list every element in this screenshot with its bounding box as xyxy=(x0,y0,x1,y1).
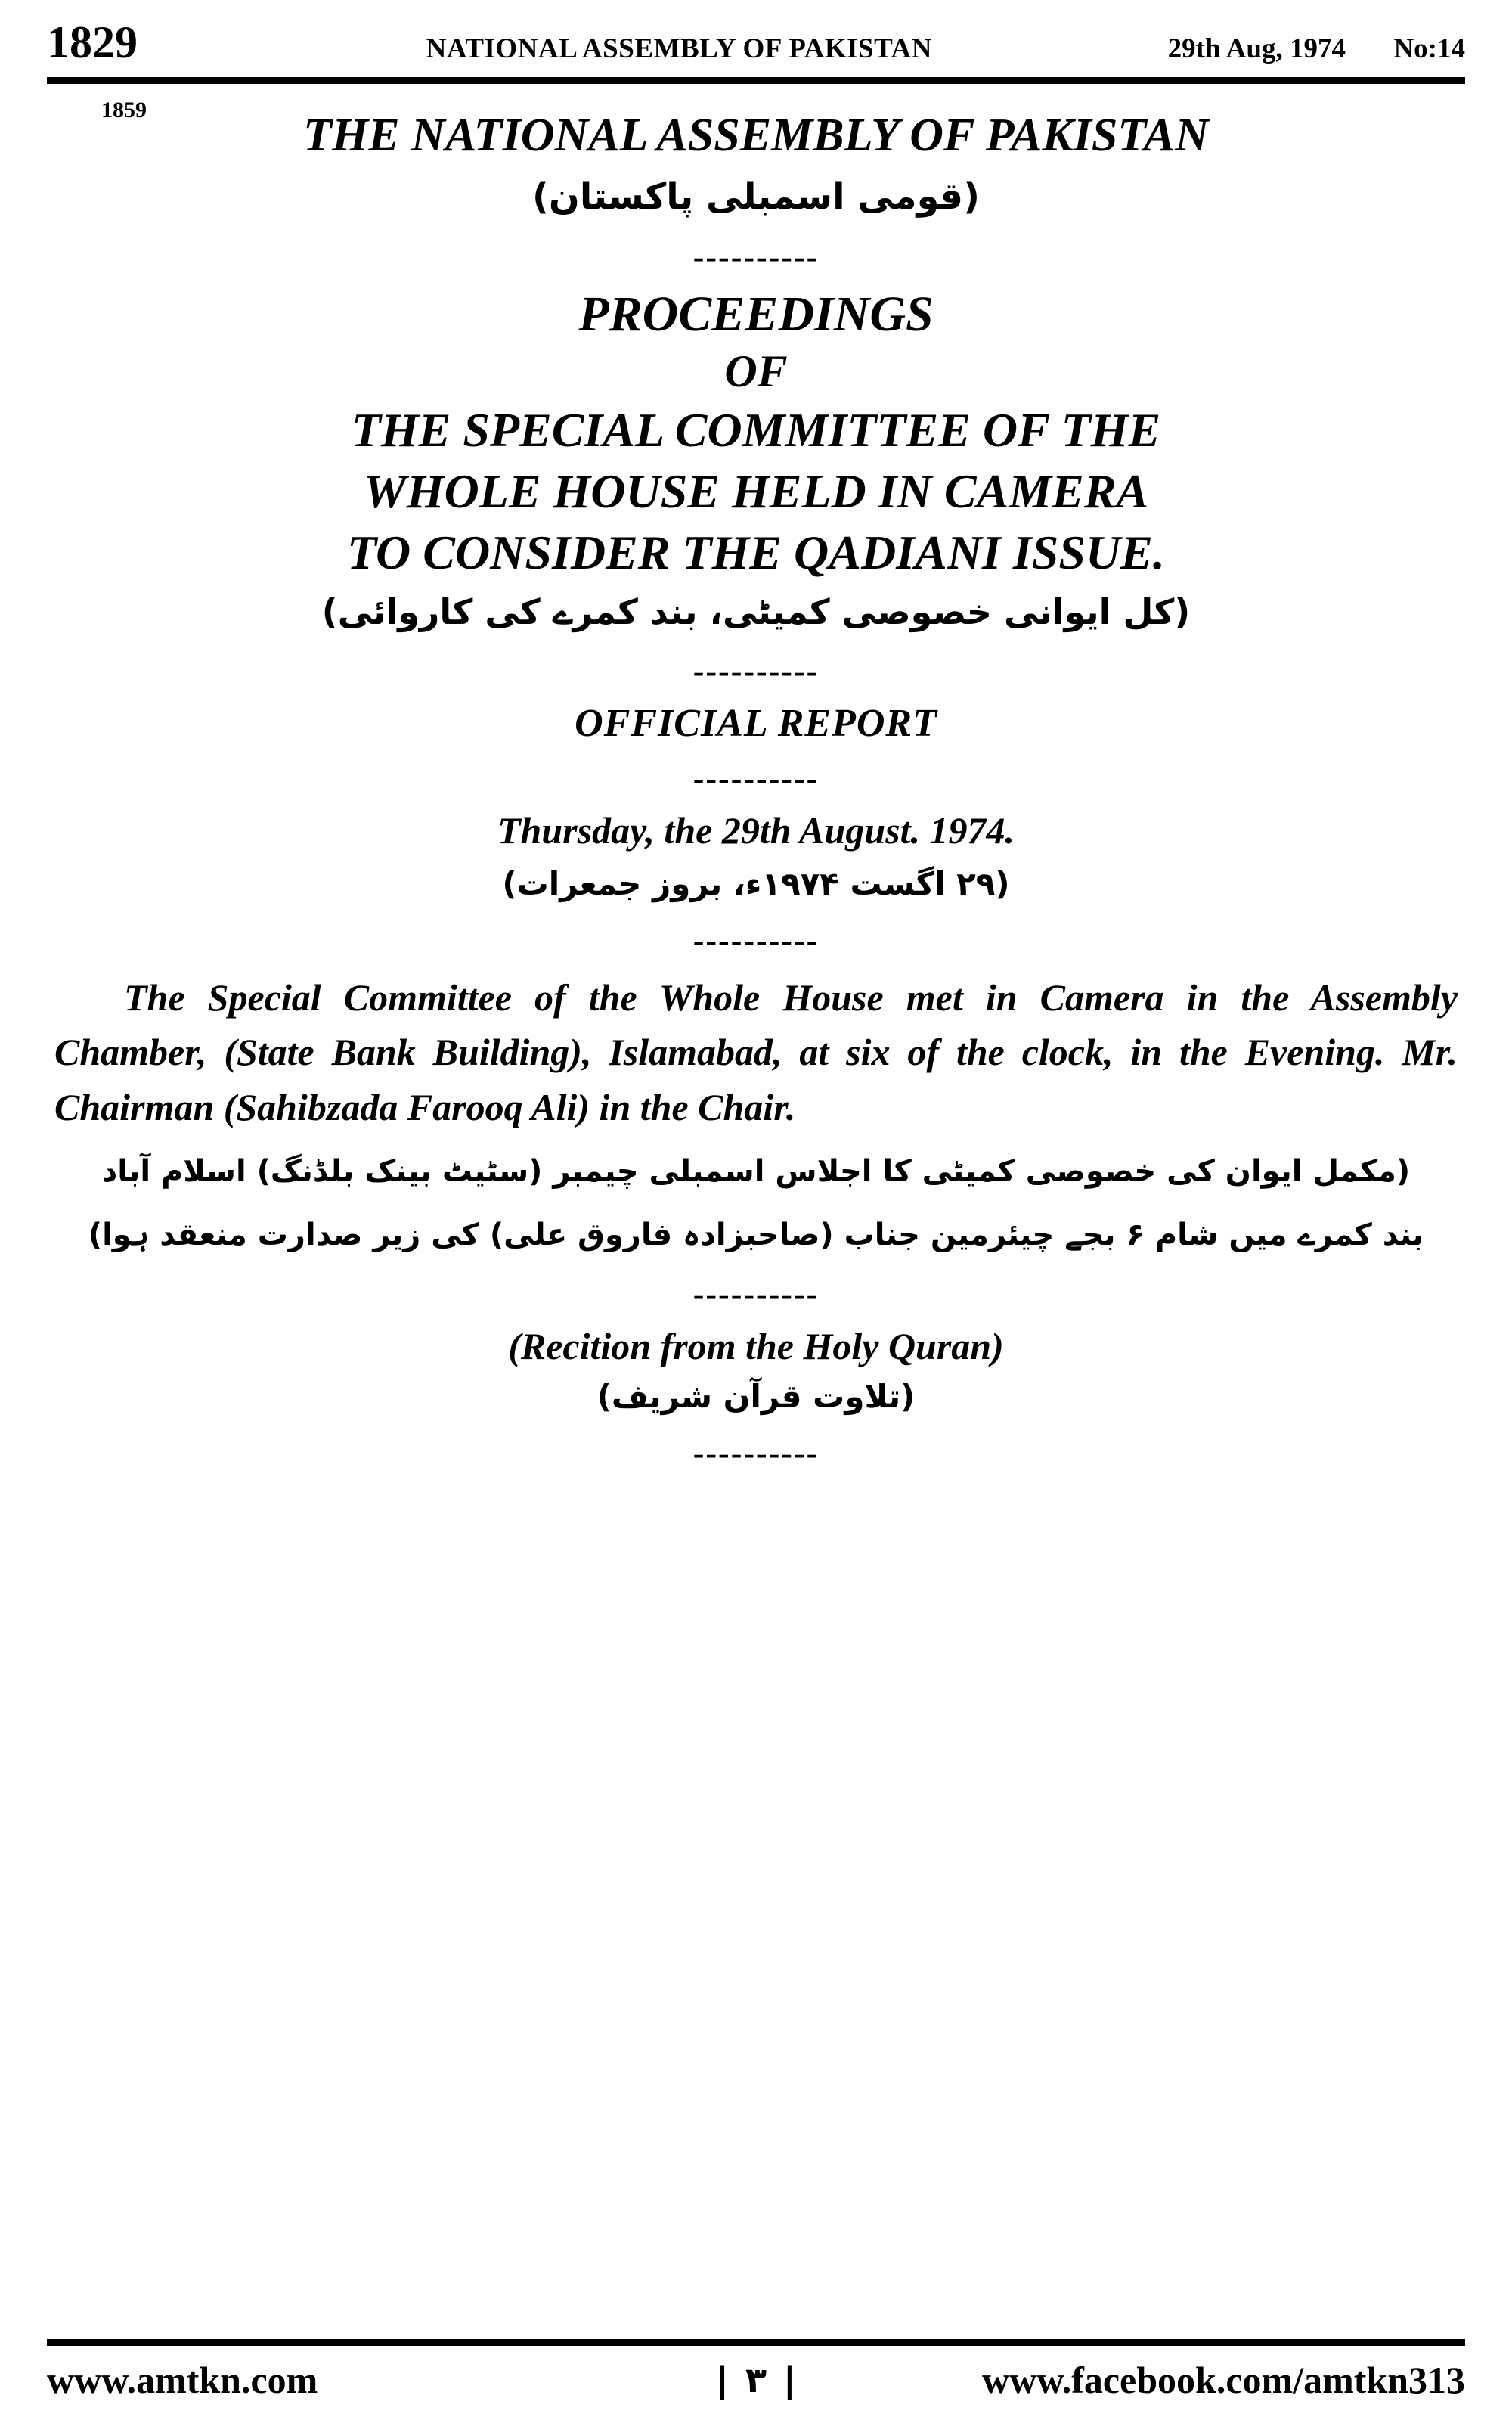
committee-title-line-3: TO CONSIDER THE QADIANI ISSUE. xyxy=(347,525,1165,579)
footer-divider xyxy=(47,2339,1465,2346)
session-date-english: Thursday, the 29th August. 1974. xyxy=(497,808,1015,852)
recitation-urdu: (تلاوت قرآن شریف) xyxy=(596,1378,916,1416)
session-date-urdu: (۲۹ اگست ۱۹۷۴ء، بروز جمعرات) xyxy=(502,864,1010,902)
footer-website-link[interactable]: www.amtkn.com xyxy=(47,2359,318,2401)
committee-title-urdu: (کل ایوانی خصوصی کمیٹی، بند کمرے کی کاروائی) xyxy=(321,591,1191,632)
separator-2: ---------- xyxy=(692,652,820,690)
footer-divider-right: | xyxy=(783,2360,796,2400)
session-paragraph-urdu-line-1: (مکمل ایوان کی خصوصی کمیٹی کا اجلاس اسمبلی چیمبر (سٹیٹ بینک بلڈنگ) اسلام آباد xyxy=(101,1154,1411,1190)
session-paragraph-english: The Special Committee of the Whole House met in Camera in the Assembly Chamber, (State Bank Building), Islamabad, at six of the clock, in the Evening. Mr. Chairman (Sahibzada Farooq Ali) in the Chair. xyxy=(54,976,1458,1128)
recitation-english: (Recition from the Holy Quran) xyxy=(508,1325,1004,1368)
separator-4: ---------- xyxy=(692,921,820,959)
main-title-english: THE NATIONAL ASSEMBLY OF PAKISTAN xyxy=(303,110,1209,161)
document-body xyxy=(47,84,1465,1472)
marginal-number: 1859 xyxy=(101,98,147,123)
header-divider xyxy=(47,77,1465,84)
official-report-heading: OFFICIAL REPORT xyxy=(575,701,937,745)
proceedings-heading: PROCEEDINGS xyxy=(578,287,934,343)
header-page-number: 1829 xyxy=(47,17,138,67)
main-title-urdu: (قومی اسمبلی پاکستان) xyxy=(531,175,981,219)
separator-5: ---------- xyxy=(692,1276,820,1314)
footer-page-number-value: ۳ xyxy=(745,2360,767,2400)
page-footer xyxy=(47,2339,1465,2402)
header-issue-number: No:14 xyxy=(1393,33,1465,64)
header-title: NATIONAL ASSEMBLY OF PAKISTAN xyxy=(426,33,932,64)
footer-page-number xyxy=(677,2360,835,2400)
separator-1: ---------- xyxy=(692,238,820,276)
committee-title-line-2: WHOLE HOUSE HELD IN CAMERA xyxy=(363,464,1149,518)
footer-facebook-link[interactable]: www.facebook.com/amtkn313 xyxy=(982,2359,1466,2401)
header-date: 29th Aug, 1974 xyxy=(1167,33,1346,64)
footer-divider-left: | xyxy=(716,2360,729,2400)
of-word: OF xyxy=(724,346,788,396)
committee-title-line-1: THE SPECIAL COMMITTEE OF THE xyxy=(351,403,1161,457)
page-header xyxy=(47,0,1465,73)
separator-6: ---------- xyxy=(692,1435,820,1472)
session-paragraph-urdu-line-2: بند کمرے میں شام ۶ بجے چیئرمین جناب (صاحبزادہ فاروق علی) کی زیر صدارت منعقد ہوا) xyxy=(88,1218,1424,1253)
separator-3: ---------- xyxy=(692,759,820,797)
